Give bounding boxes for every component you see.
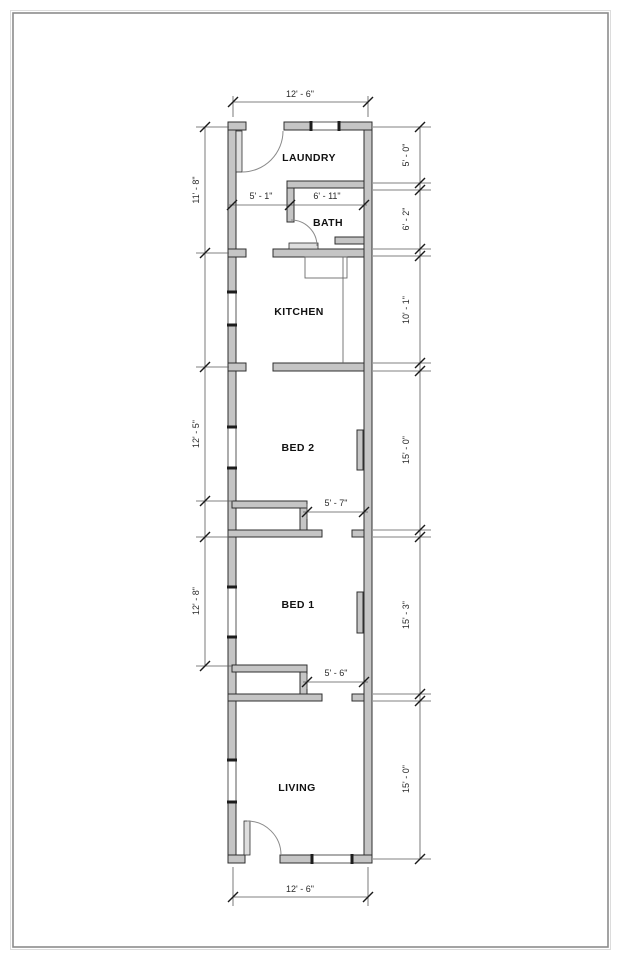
wall-left-segment	[228, 468, 236, 587]
window-cap	[227, 467, 237, 470]
room-label-kitchen: KITCHEN	[274, 306, 324, 318]
wall-top-segment	[338, 122, 372, 130]
dimension-bottom	[228, 867, 373, 906]
bed1-living-divider-stub	[352, 694, 364, 701]
dimension-bed2-hall	[302, 498, 369, 519]
entry-door-leaf	[244, 821, 250, 855]
interior-walls	[228, 181, 364, 701]
dimension-left	[191, 122, 233, 671]
wall-left-segment	[228, 325, 236, 427]
window-bed1	[228, 587, 236, 637]
room-label-living: LIVING	[278, 782, 316, 794]
bed1-wall-panel	[357, 592, 363, 633]
window-laundry-top	[311, 122, 338, 130]
room-label-bath: BATH	[313, 217, 343, 229]
windows	[227, 121, 354, 864]
wall-right	[364, 122, 372, 863]
dim-label-left-bed1: 12' - 8"	[191, 587, 201, 615]
room-label-bed1: BED 1	[281, 599, 315, 611]
dimension-laundry-bath-width	[227, 191, 369, 210]
dimension-line	[233, 96, 368, 117]
kitchen-bed2-divider	[273, 363, 364, 371]
dim-label-left-bed2: 12' - 5"	[191, 420, 201, 448]
entry-door-swing	[247, 821, 281, 855]
window-living-bottom	[312, 855, 352, 863]
dim-label-bottom: 12' - 6"	[286, 884, 314, 894]
bath-kitchen-divider-stub	[228, 249, 246, 257]
window-cap	[227, 291, 237, 294]
dim-label-right-bed2: 15' - 0"	[401, 436, 411, 464]
window-kitchen	[228, 292, 236, 325]
window-cap	[311, 854, 314, 864]
window-cap	[227, 324, 237, 327]
bath-stub-wall	[335, 237, 364, 244]
wall-bottom-segment	[228, 855, 245, 863]
dim-label-right-bath: 6' - 2"	[401, 207, 411, 231]
dim-label-right-bed1: 15' - 3"	[401, 601, 411, 629]
bed1-living-divider	[228, 694, 322, 701]
bed2-closet-right-wall	[300, 508, 307, 530]
doors	[236, 131, 318, 855]
exterior-walls	[228, 122, 372, 863]
window-cap	[227, 636, 237, 639]
bath-kitchen-divider	[273, 249, 364, 257]
dim-label-left-laundry-bath: 11' - 8"	[191, 176, 201, 204]
dim-label-bath-width: 6' - 11"	[313, 191, 341, 201]
laundry-door-swing	[242, 131, 283, 172]
bed2-wall-panel	[357, 430, 363, 470]
bath-top-wall	[287, 181, 364, 188]
room-label-bed2: BED 2	[281, 442, 315, 454]
window-cap	[227, 759, 237, 762]
dimension-right	[373, 122, 431, 864]
window-bed2	[228, 427, 236, 468]
bed1-closet-top-wall	[232, 665, 307, 672]
bath-door-leaf	[289, 243, 318, 249]
dimension-line	[373, 127, 431, 859]
laundry-door-leaf	[236, 131, 242, 172]
bed2-bed1-divider-stub	[352, 530, 364, 537]
dim-label-right-living: 15' - 0"	[401, 765, 411, 793]
dim-label-bed1-hall: 5' - 6"	[324, 668, 348, 678]
bed2-bed1-divider	[228, 530, 322, 537]
window-cap	[338, 121, 341, 131]
dimension-top	[228, 89, 373, 117]
wall-left-segment	[228, 802, 236, 863]
window-cap	[227, 586, 237, 589]
window-cap	[227, 426, 237, 429]
dim-label-bed2-hall: 5' - 7"	[324, 498, 348, 508]
bed2-closet-top-wall	[232, 501, 307, 508]
wall-top-segment	[228, 122, 246, 130]
window-living	[228, 760, 236, 802]
wall-top-segment	[284, 122, 311, 130]
kitchen-bed2-divider-stub	[228, 363, 246, 371]
window-cap	[351, 854, 354, 864]
dimension-line	[196, 127, 233, 666]
wall-bottom-segment	[352, 855, 372, 863]
dim-label-right-kitchen: 10' - 1"	[401, 296, 411, 324]
window-cap	[310, 121, 313, 131]
window-cap	[227, 801, 237, 804]
dim-label-right-laundry: 5' - 0"	[401, 143, 411, 167]
dimension-bed1-hall	[302, 668, 369, 689]
kitchen-appliance	[305, 257, 347, 278]
dim-label-top: 12' - 6"	[286, 89, 314, 99]
room-label-laundry: LAUNDRY	[282, 152, 336, 164]
dim-label-laundry-width: 5' - 1"	[249, 191, 273, 201]
wall-bottom-segment	[280, 855, 312, 863]
